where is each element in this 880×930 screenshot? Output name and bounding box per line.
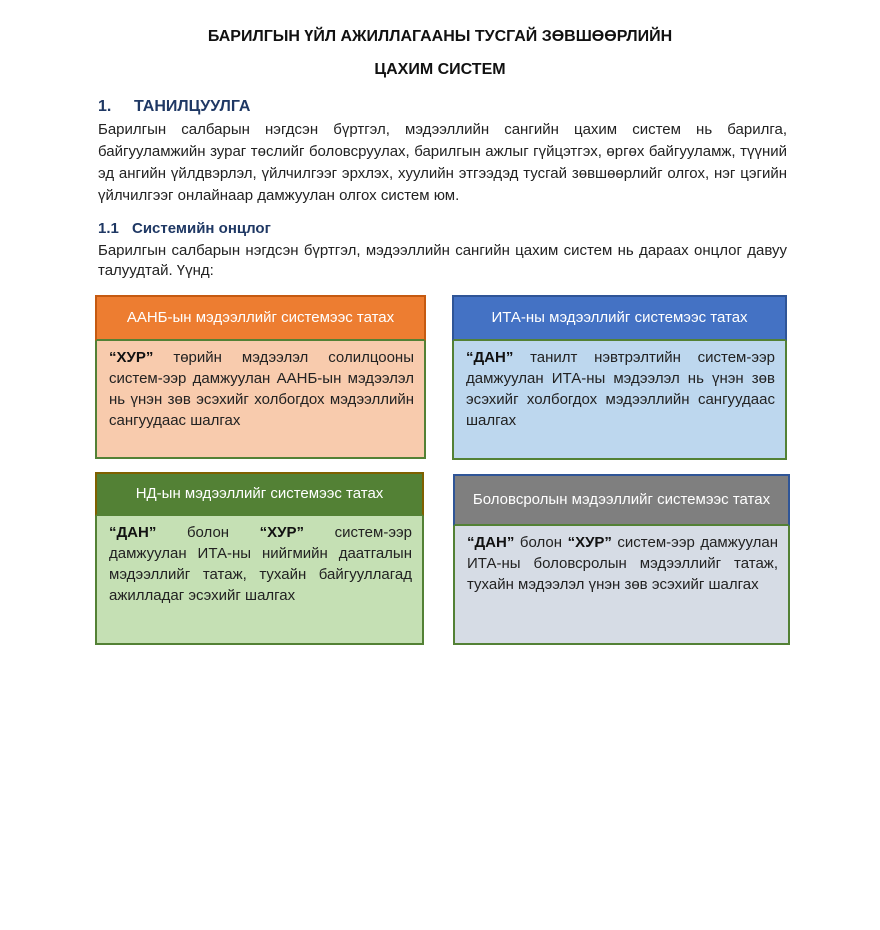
feature-box-body [95, 341, 426, 459]
feature-box-bold: “ХУР” [259, 524, 305, 541]
feature-box-text: болон [156, 524, 260, 541]
section-1-number: 1. [98, 98, 112, 115]
feature-box-body [453, 526, 790, 645]
document-title-line2: ЦАХИМ СИСТЕМ [374, 61, 506, 78]
feature-box-header: Боловсролын мэдээллийг системээс татах [453, 474, 790, 526]
section-1-title: ТАНИЛЦУУЛГА [134, 98, 251, 115]
feature-box-body [95, 516, 424, 645]
feature-box-nd [95, 472, 424, 645]
feature-box-text: төрийн мэдээлэл солилцооны систем-ээр дамжуулан ААНБ-ын мэдээлэл нь үнэн зөв эсэхийг холбогдох мэдээллийн сангуудаас шалгах [109, 349, 414, 429]
feature-box-aanb [95, 295, 426, 459]
feature-box-bold: “ДАН” [109, 524, 157, 541]
feature-box-text: болон [514, 534, 568, 551]
feature-box-header: ИТА-ны мэдээллийг системээс татах [452, 295, 787, 341]
feature-box-ita [452, 295, 787, 460]
section-1-1-number: 1.1 [98, 220, 119, 237]
feature-box-bold: “ХУР” [109, 349, 154, 366]
feature-box-header: ААНБ-ын мэдээллийг системээс татах [95, 295, 426, 341]
feature-box-education [453, 474, 790, 645]
feature-box-header: НД-ын мэдээллийг системээс татах [95, 472, 424, 516]
feature-box-bold: “ДАН” [466, 349, 514, 366]
section-1-1-heading [98, 220, 271, 237]
document-title-line1: БАРИЛГЫН ҮЙЛ АЖИЛЛАГААНЫ ТУСГАЙ ЗӨВШӨӨРЛИЙН [207, 28, 673, 45]
feature-box-bold: “ДАН” [467, 534, 515, 551]
feature-box-text: танилт нэвтрэлтийн систем-ээр дамжуулан ИТА-ны мэдээлэл нь үнэн зөв эсэхийг холбогдох мэдээллийн сангуудаас шалгах [466, 349, 775, 429]
feature-box-bold: “ХУР” [567, 534, 612, 551]
feature-box-text: систем-ээр дамжуулан ИТА-ны боловсролын мэдээллийг татаж, тухайн мэдээлэл үнэн зөв эсэхийг шалгах [467, 534, 778, 593]
feature-box-text: систем-ээр дамжуулан ИТА-ны нийгмийн даатгалын мэдээллийг татаж, тухайн байгууллагад ажилладаг эсэхийг шалгах [109, 524, 412, 604]
section-1-1-title: Системийн онцлог [132, 220, 271, 237]
section-1-1-paragraph: Барилгын салбарын нэгдсэн бүртгэл, мэдээллийн сангийн цахим систем нь дараах онцлог давуу талуудтай. Үүнд: [98, 242, 787, 279]
section-1-heading [98, 98, 250, 116]
feature-box-body [452, 341, 787, 460]
section-1-paragraph: Барилгын салбарын нэгдсэн бүртгэл, мэдээллийн сангийн цахим систем нь барилга, байгууламжийн зураг төслийг боловсруулах, барилгын ажлыг гүйцэтгэх, өргөх байгууламж, түүний эд ангийн үйлдвэрлэл, үйлчилгээг эрхлэх, хуулийн этгээдэд тусгай зөвшөөрлийг олгох, нэг цэгийн үйлчилгээг онлайнаар дамжуулан олгох систем юм. [98, 121, 787, 204]
